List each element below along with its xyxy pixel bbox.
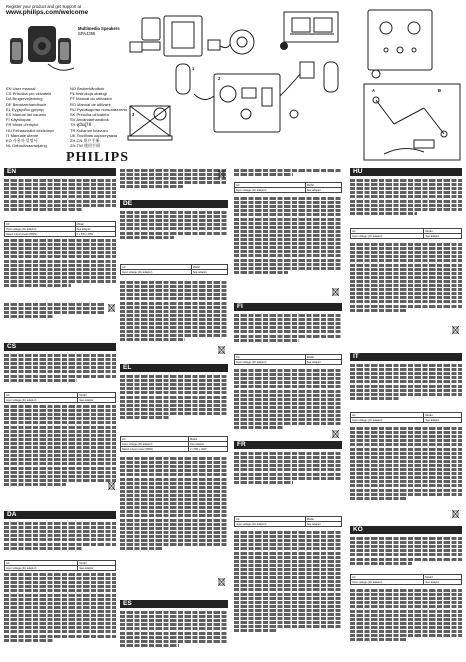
table-cell: Model — [189, 437, 228, 442]
wheelie-bin-icon — [218, 170, 225, 178]
es-continued — [234, 168, 342, 178]
section-header-el: EL — [120, 364, 228, 372]
register-text: Register your product and get support at — [6, 4, 81, 9]
lang-item: ZH-TW 使用手冊 — [70, 143, 100, 149]
fi-body — [234, 313, 342, 347]
table-cell: Model — [424, 413, 462, 418]
diagram-step-3: 3 — [132, 112, 135, 117]
table-cell: Rated output power (RMS) — [121, 447, 189, 452]
table-cell: See adaptor — [78, 398, 116, 403]
en-disposal — [4, 302, 104, 320]
el-steps — [120, 456, 228, 574]
en-body — [4, 178, 116, 218]
table-cell: See adaptor — [78, 566, 116, 571]
table-cell: See adaptor — [189, 442, 228, 447]
cs-spec-table — [4, 392, 116, 403]
diagram-label-a: A — [372, 88, 376, 93]
table-cell: AC — [121, 437, 189, 442]
lang-item: PT Manual do utilizador — [70, 96, 112, 102]
section-header-fi: FI — [234, 303, 342, 311]
lang-item: SK Príručka užívateľa — [70, 112, 109, 118]
es-spec-table — [234, 182, 342, 193]
table-cell: Input voltage (AC adaptor) — [235, 188, 306, 193]
table-cell: See adaptor — [305, 360, 341, 365]
philips-logo: PHILIPS — [66, 150, 130, 165]
table-cell: 2 x 5W + 20W — [75, 232, 115, 237]
section-header-en: EN — [4, 168, 116, 176]
table-cell: AC — [5, 222, 76, 227]
lang-item: ES Manual del usuario — [6, 112, 47, 118]
section-header-ko: KO — [350, 526, 462, 534]
table-cell: Model — [75, 222, 115, 227]
ko-steps — [350, 588, 462, 658]
lang-item: TR Kullanım kılavuzu — [70, 127, 108, 133]
es-body — [120, 610, 228, 658]
table-cell: AC — [121, 265, 192, 270]
lang-item: KO 사용자 설명서 — [6, 138, 38, 144]
wheelie-bin-icon — [452, 326, 459, 334]
lang-item: TH คู่มือผู้ใช้ — [70, 122, 92, 128]
lang-item: ZH-CN 用户手册 — [70, 138, 100, 144]
table-cell: AC — [351, 575, 424, 580]
table-cell: AC — [235, 355, 306, 360]
setup-diagram — [124, 4, 464, 164]
table-cell: Model — [305, 517, 341, 522]
table-cell: Input voltage (AC adaptor) — [5, 398, 78, 403]
fr-spec-table — [234, 516, 342, 527]
el-body — [120, 374, 228, 432]
wheelie-bin-icon — [108, 482, 115, 490]
product-image — [8, 20, 74, 78]
table-cell: Input voltage (AC adaptor) — [351, 234, 424, 239]
table-cell: Model — [78, 393, 116, 398]
lang-item: IT Manuale utente — [6, 132, 39, 138]
table-cell: See adaptor — [424, 418, 462, 423]
wheelie-bin-icon — [332, 288, 339, 296]
da-body — [4, 521, 116, 557]
table-cell: AC — [235, 517, 306, 522]
table-cell: Input voltage (AC adaptor) — [121, 442, 189, 447]
diagram-step-2: 2 — [218, 76, 221, 81]
table-cell: See adaptor — [424, 580, 462, 585]
ko-spec-table — [350, 574, 462, 585]
section-header-fr: FR — [234, 441, 342, 449]
table-cell: Input voltage (AC adaptor) — [5, 566, 78, 571]
hu-body — [350, 178, 462, 224]
hu-steps — [350, 242, 462, 328]
table-cell: See adaptor — [305, 188, 341, 193]
section-header-de: DE — [120, 200, 228, 208]
lang-item: FI Käyttöopas — [6, 117, 31, 123]
lang-item: RU Руководство пользователя — [70, 106, 127, 112]
da-spec-table — [4, 560, 116, 571]
ko-body — [350, 536, 462, 570]
wheelie-bin-icon — [108, 304, 115, 312]
section-header-es: ES — [120, 600, 228, 608]
lang-item: NO Brukerhåndbok — [70, 86, 105, 91]
wheelie-bin-icon — [218, 578, 225, 586]
lang-item: DE Benutzerhandbuch — [6, 101, 47, 107]
table-cell: Model — [424, 575, 462, 580]
fi-spec-table — [234, 354, 342, 365]
fr-steps — [234, 530, 342, 658]
table-cell: 2 x 5W + 20W — [189, 447, 228, 452]
table-cell: AC — [235, 183, 306, 188]
table-cell: Model — [424, 229, 462, 234]
section-header-cs: CS — [4, 343, 116, 351]
de-spec-table — [120, 264, 228, 275]
lang-item: NL Gebruiksaanwijzing — [6, 143, 47, 149]
support-url[interactable]: www.philips.com/welcome — [6, 9, 89, 16]
table-cell: Input voltage (AC adaptor) — [351, 418, 424, 423]
lang-item: CS Příručka pro uživatele — [6, 91, 52, 97]
table-cell: AC — [5, 561, 78, 566]
it-body — [350, 363, 462, 407]
wheelie-bin-icon — [332, 430, 339, 438]
wheelie-bin-icon — [218, 346, 225, 354]
diagram-step-1: 1 — [192, 66, 195, 71]
en-steps — [4, 238, 116, 298]
lang-item: RO Manual de utilizare — [70, 101, 111, 107]
table-cell: AC — [351, 413, 424, 418]
section-header-hu: HU — [350, 168, 462, 176]
lang-item: EN User manual — [6, 86, 36, 91]
table-cell: Input voltage (AC adaptor) — [351, 580, 424, 585]
el-spec-table — [120, 436, 228, 452]
lang-item: HU Felhasználói kézikönyv — [6, 127, 55, 133]
table-cell: Input voltage (AC adaptor) — [235, 522, 306, 527]
de-body — [120, 210, 228, 244]
en-continued — [120, 168, 226, 194]
table-cell: Input voltage (AC adaptor) — [235, 360, 306, 365]
table-cell: Model — [78, 561, 116, 566]
diagram-label-b: B — [438, 88, 442, 93]
cs-steps — [4, 404, 116, 502]
model-number: SPA4355 — [78, 31, 96, 36]
table-cell: Model — [305, 183, 341, 188]
hu-spec-table — [350, 228, 462, 239]
de-steps — [120, 280, 228, 356]
table-cell: AC — [351, 229, 424, 234]
table-cell: Model — [305, 355, 341, 360]
lang-item: FR Mode d'emploi — [6, 122, 39, 128]
language-list-1 — [6, 86, 54, 148]
product-name: Multimedia Speakers — [78, 26, 120, 31]
cs-body — [4, 353, 116, 389]
fi-steps — [234, 368, 342, 444]
table-cell: Input voltage (AC adaptor) — [5, 227, 76, 232]
lang-item: EL Εγχειρίδιο χρήσης — [6, 106, 45, 112]
section-header-da: DA — [4, 511, 116, 519]
wheelie-bin-icon — [452, 510, 459, 518]
es-steps — [234, 196, 342, 296]
en-spec-table — [4, 221, 116, 237]
table-cell: AC — [5, 393, 78, 398]
table-cell: See adaptor — [75, 227, 115, 232]
table-cell: See adaptor — [191, 270, 227, 275]
section-header-it: IT — [350, 353, 462, 361]
table-cell: Input voltage (AC adaptor) — [121, 270, 192, 275]
da-steps — [4, 572, 116, 658]
lang-item: PL Instrukcja obsługi — [70, 91, 107, 97]
lang-item: SV Användarhandbok — [70, 117, 109, 123]
fr-body — [234, 451, 342, 493]
table-cell: See adaptor — [424, 234, 462, 239]
language-list-2 — [70, 86, 127, 149]
it-steps — [350, 426, 462, 518]
table-cell: Rated output power (RMS) — [5, 232, 76, 237]
lang-item: DA Brugervejledning — [6, 96, 43, 102]
table-cell: Model — [191, 265, 227, 270]
lang-item: UK Посібник користувача — [70, 132, 118, 138]
table-cell: See adaptor — [305, 522, 341, 527]
it-spec-table — [350, 412, 462, 423]
